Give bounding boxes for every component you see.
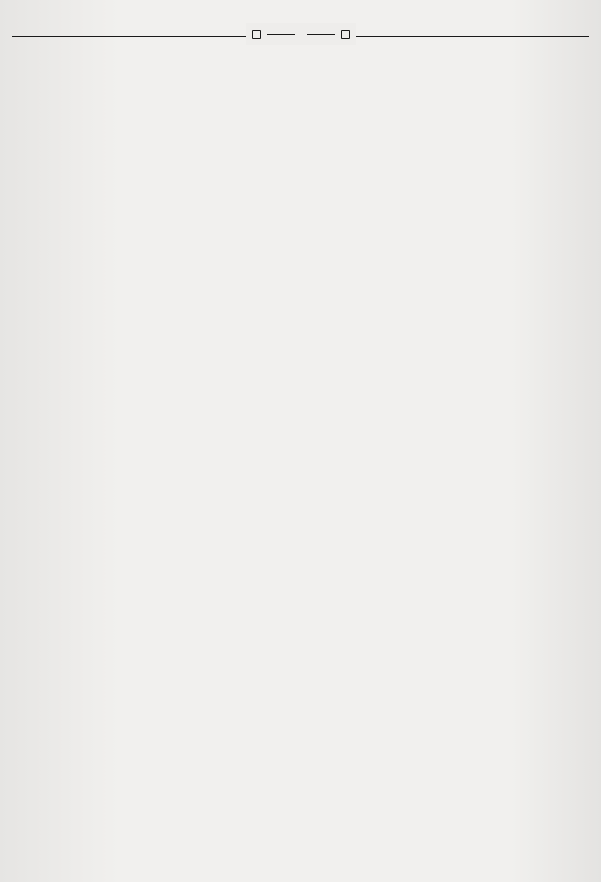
page-header (12, 23, 589, 43)
page-number-ornament (246, 23, 356, 45)
ornament-dash (267, 34, 295, 35)
square-ornament-icon (341, 30, 350, 39)
square-ornament-icon (252, 30, 261, 39)
ornament-dash (307, 34, 335, 35)
